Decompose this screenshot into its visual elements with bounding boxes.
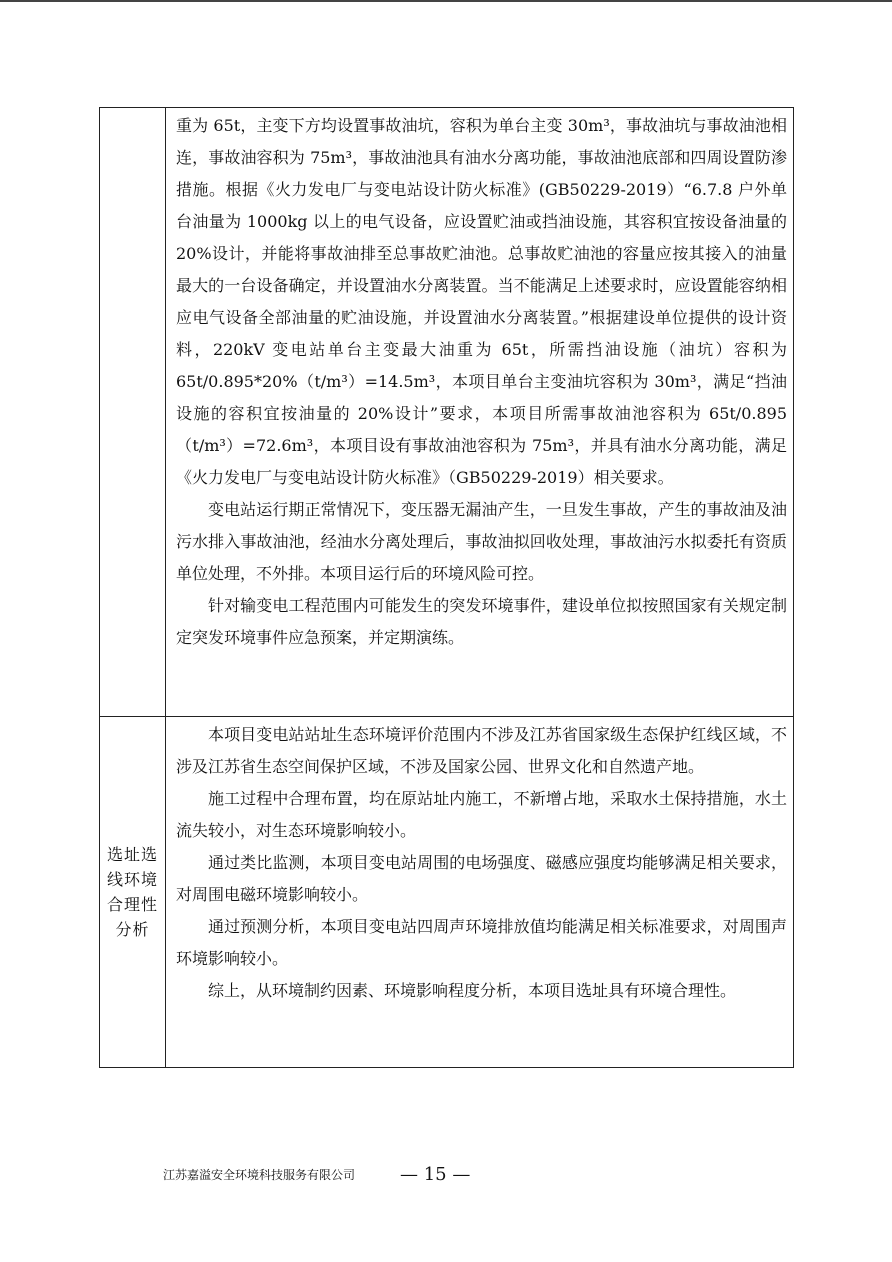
- paragraph: 重为 65t，主变下方均设置事故油坑，容积为单台主变 30m³，事故油坑与事故油池相连，事故油容积为 75m³，事故油池具有油水分离功能，事故油池底部和四周设置防渗措施。根据《火力发电厂与变电站设计防火标准》(GB50229-2019）“6.7.8 户外单台油量为 1000kg 以上的电气设备，应设置贮油或挡油设施，其容积宜按设备油量的 20%设计，并能将事故油排至总事故贮油池。总事故贮油池的容量应按其接入的油量最大的一台设备确定，并设置油水分离装置。当不能满足上述要求时，应设置能容纳相应电气设备全部油量的贮油设施，并设置油水分离装置。”根据建设单位提供的设计资料，220kV 变电站单台主变最大油重为 65t，所需挡油设施（油坑）容积为 65t/0.895*20%（t/m³）=14.5m³，本项目单台主变油坑容积为 30m³，满足“挡油设施的容积宜按油量的 20%设计”要求，本项目所需事故油池容积为 65t/0.895（t/m³）=72.6m³，本项目设有事故油池容积为 75m³，并具有油水分离功能，满足《火力发电厂与变电站设计防火标准》（GB50229-2019）相关要求。: [176, 116, 787, 487]
- content-table: [99, 107, 794, 1068]
- row-label-cell: [100, 108, 166, 717]
- paragraph: 施工过程中合理布置，均在原站址内施工，不新增占地，采取水土保持措施，水土流失较小，对生态环境影响较小。: [176, 789, 787, 840]
- page-footer: [0, 1164, 892, 1194]
- page-top-border: [0, 0, 892, 2]
- paragraph: 变电站运行期正常情况下，变压器无漏油产生，一旦发生事故，产生的事故油及油污水排入事故油池，经油水分离处理后，事故油拟回收处理，事故油污水拟委托有资质单位处理，不外排。本项目运行后的环境风险可控。: [176, 500, 787, 583]
- row-content-cell: [166, 717, 794, 1068]
- table-row: [100, 717, 794, 1068]
- paragraph: 针对输变电工程范围内可能发生的突发环境事件，建设单位拟按照国家有关规定制定突发环境事件应急预案，并定期演练。: [176, 596, 787, 647]
- paragraph: 综上，从环境制约因素、环境影响程度分析，本项目选址具有环境合理性。: [208, 981, 737, 1000]
- company-name: 江苏嘉溢安全环境科技服务有限公司: [163, 1168, 356, 1182]
- page-number: — 15 —: [400, 1164, 471, 1185]
- row-content-cell: [166, 108, 794, 717]
- row-label: 选址选线环境合理性分析: [106, 845, 158, 939]
- paragraph: 本项目变电站站址生态环境评价范围内不涉及江苏省国家级生态保护红线区域，不涉及江苏省生态空间保护区域，不涉及国家公园、世界文化和自然遗产地。: [176, 725, 787, 776]
- paragraph: 通过预测分析，本项目变电站四周声环境排放值均能满足相关标准要求，对周围声环境影响较小。: [176, 917, 787, 968]
- table-row: [100, 108, 794, 717]
- paragraph: 通过类比监测，本项目变电站周围的电场强度、磁感应强度均能够满足相关要求，对周围电磁环境影响较小。: [176, 853, 787, 904]
- row-label-cell: [100, 717, 166, 1068]
